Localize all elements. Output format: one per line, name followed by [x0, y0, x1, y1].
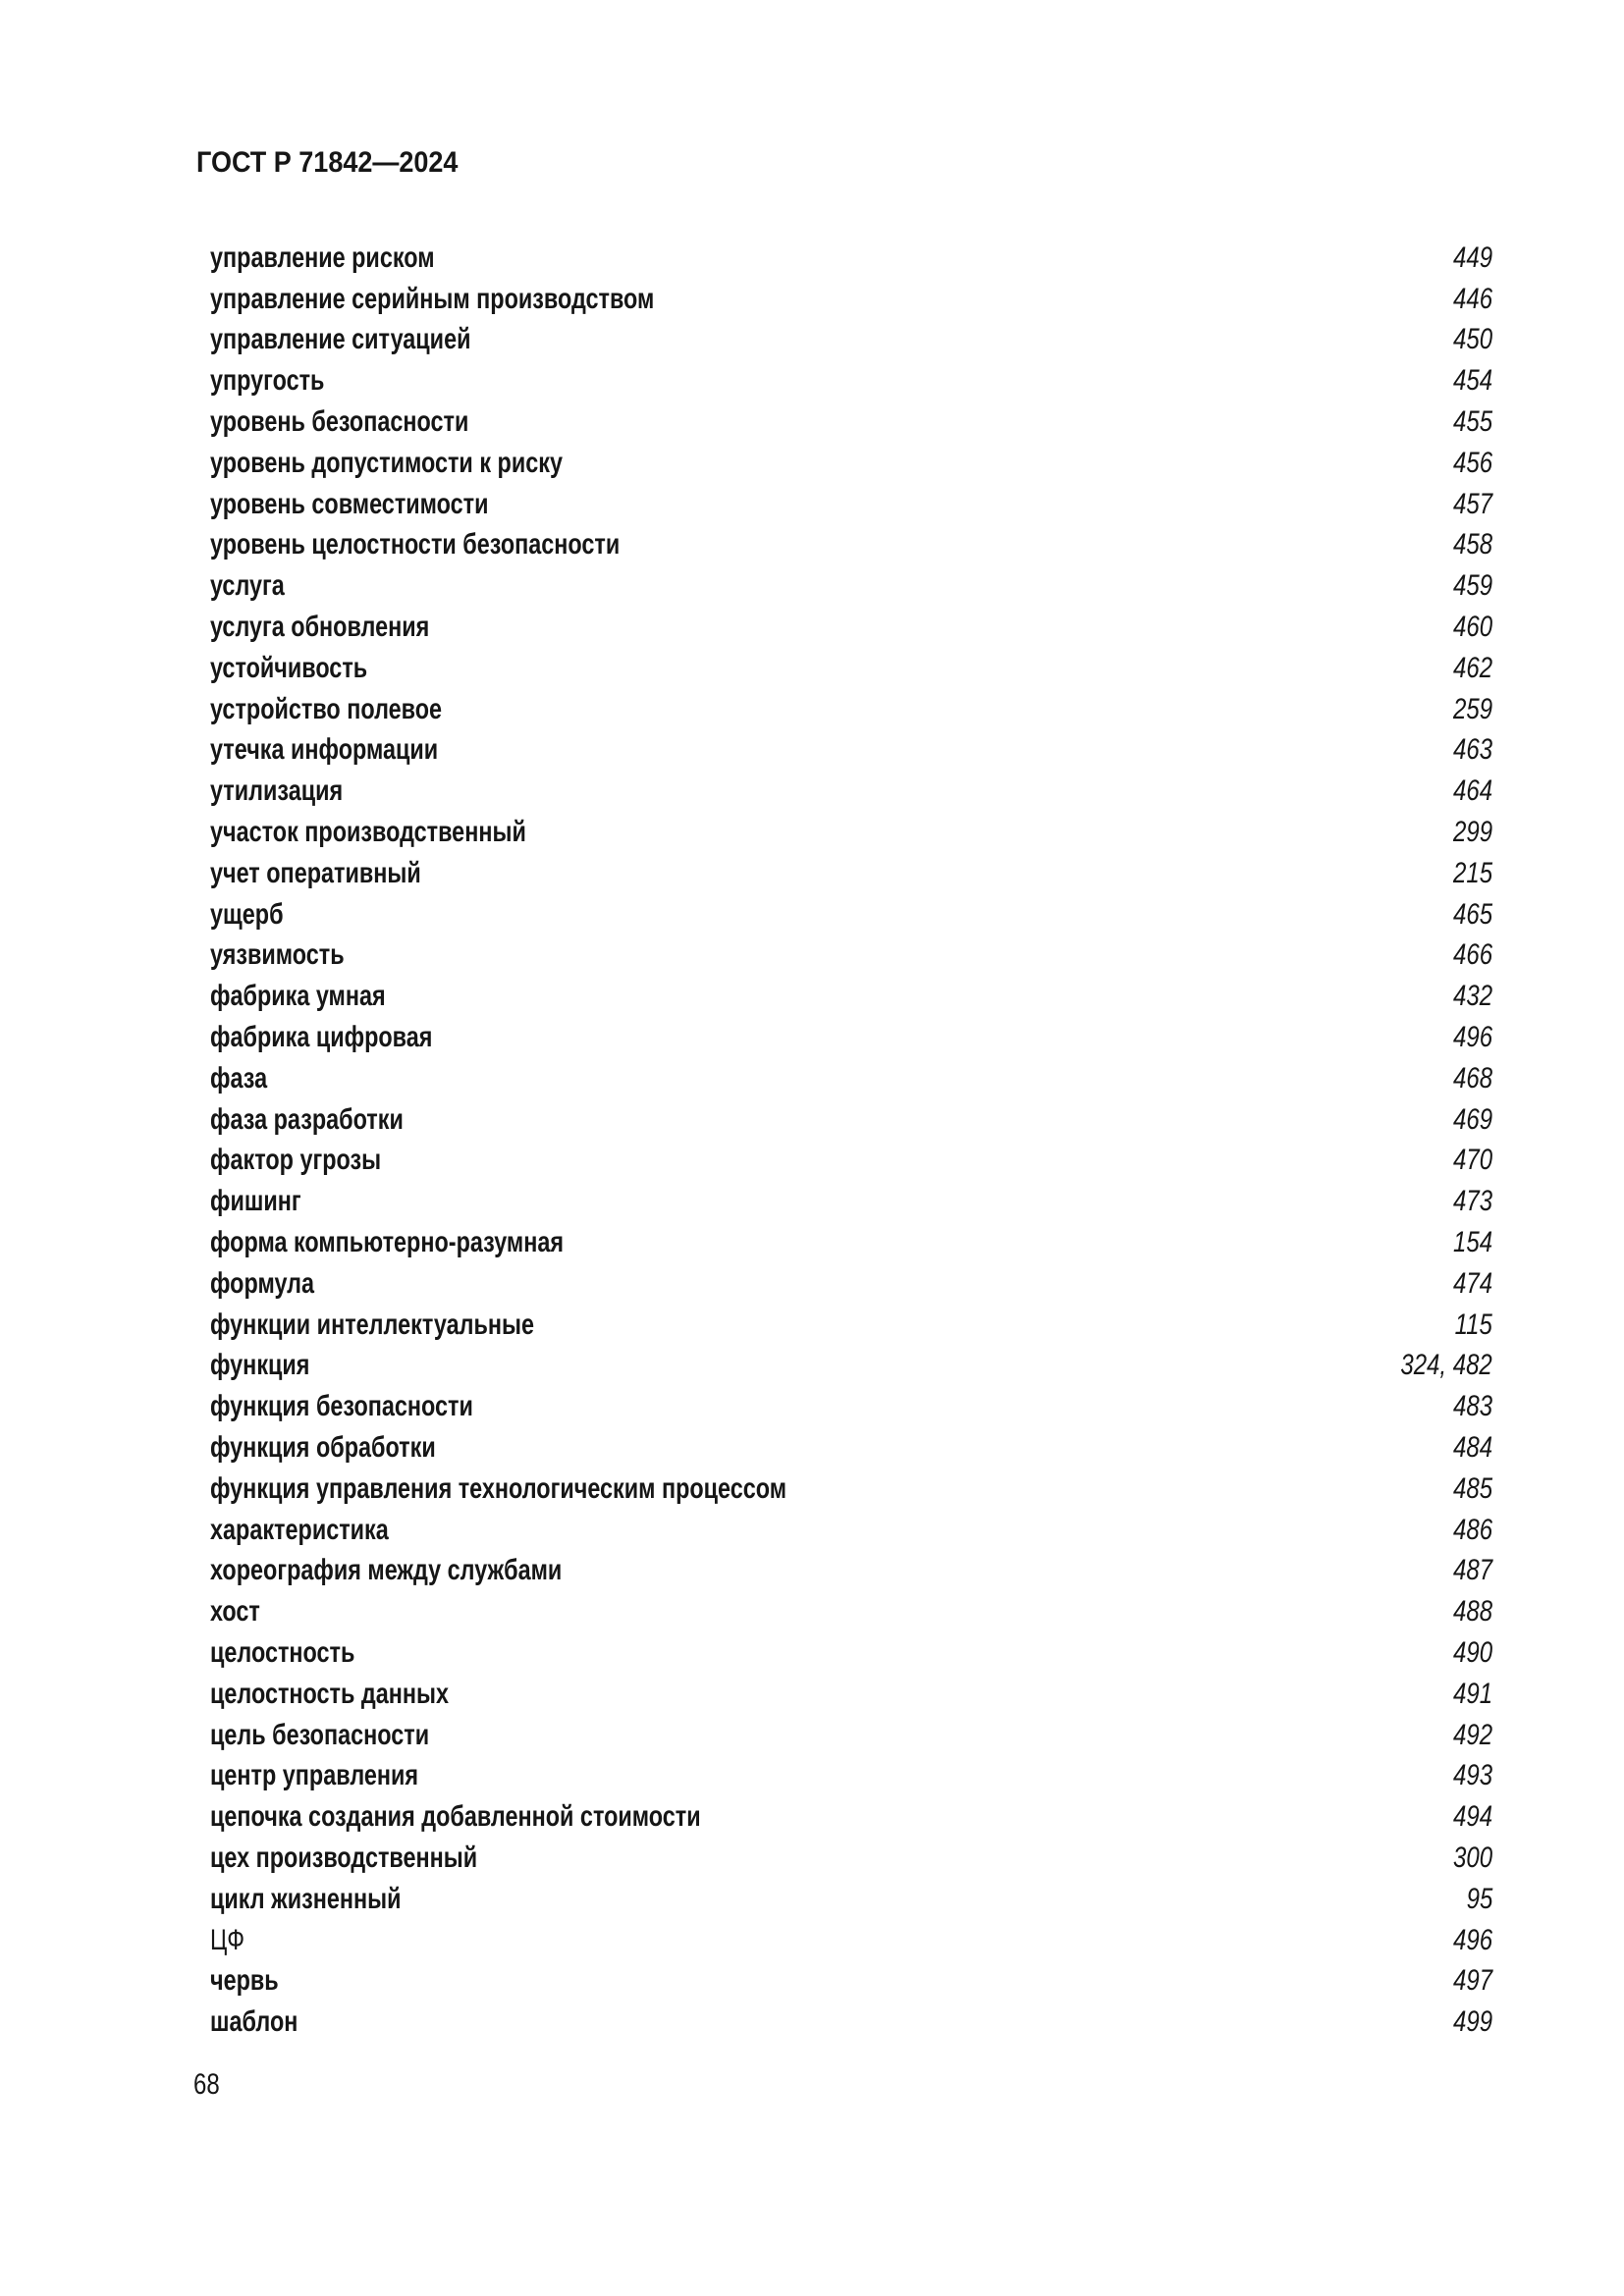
index-entry — [210, 1263, 1492, 1305]
index-page-ref: 491 — [1452, 1677, 1492, 1710]
index-page-ref: 492 — [1452, 1718, 1492, 1751]
index-term: фактор угрозы — [210, 1144, 382, 1177]
index-page-ref: 493 — [1452, 1759, 1492, 1792]
index-entry — [210, 1838, 1492, 1879]
index-term: услуга — [210, 569, 285, 603]
index-entry — [210, 1141, 1492, 1182]
index-entry — [210, 689, 1492, 730]
index-page-ref: 446 — [1452, 282, 1492, 315]
index-term: хост — [210, 1595, 260, 1629]
index-entry — [210, 2002, 1492, 2043]
index-term: целостность данных — [210, 1677, 450, 1710]
index-page-ref: 459 — [1452, 569, 1492, 603]
index-term: фаза разработки — [210, 1102, 404, 1136]
index-page-ref: 115 — [1454, 1308, 1492, 1341]
index-entry — [210, 1510, 1492, 1551]
index-term: управление ситуацией — [210, 323, 471, 356]
index-page-ref: 460 — [1452, 611, 1492, 644]
index-page-ref: 95 — [1466, 1882, 1492, 1915]
index-term: цель безопасности — [210, 1718, 430, 1751]
index-page-ref: 154 — [1452, 1226, 1492, 1259]
index-entry — [210, 771, 1492, 812]
index-page-ref: 488 — [1452, 1595, 1492, 1629]
index-page-ref: 466 — [1452, 938, 1492, 972]
index-term: формула — [210, 1266, 315, 1300]
index-entry — [210, 1920, 1492, 1961]
index-page-ref: 299 — [1452, 816, 1492, 849]
index-page-ref: 496 — [1452, 1923, 1492, 1956]
index-term: управление серийным производством — [210, 282, 655, 315]
index-page-ref: 324, 482 — [1400, 1349, 1492, 1382]
index-term: уровень допустимости к риску — [210, 446, 563, 479]
index-term: ущерб — [210, 897, 284, 931]
index-page-ref: 484 — [1452, 1431, 1492, 1464]
index-entry — [210, 730, 1492, 772]
index-term: червь — [210, 1964, 279, 1998]
index-page-ref: 468 — [1452, 1061, 1492, 1095]
index-term: ЦФ — [210, 1923, 245, 1956]
standard-designation: ГОСТ Р 71842—2024 — [196, 146, 459, 179]
index-entry — [210, 401, 1492, 443]
index-term: участок производственный — [210, 816, 526, 849]
index-entry — [210, 525, 1492, 566]
index-page-ref: 458 — [1452, 528, 1492, 561]
index-page-ref: 470 — [1452, 1144, 1492, 1177]
index-page-ref: 474 — [1452, 1266, 1492, 1300]
index-term: упругость — [210, 364, 325, 398]
index-entry — [210, 1058, 1492, 1099]
index-page-ref: 499 — [1452, 2005, 1492, 2039]
index-list — [210, 238, 1492, 2043]
index-entry — [210, 894, 1492, 935]
index-term: фабрика умная — [210, 980, 386, 1013]
index-entry — [210, 1591, 1492, 1632]
index-page-ref: 455 — [1452, 405, 1492, 439]
index-entry — [210, 1222, 1492, 1263]
index-term: фабрика цифровая — [210, 1021, 433, 1054]
index-entry — [210, 279, 1492, 320]
page-number: 68 — [193, 2068, 220, 2101]
index-entry — [210, 607, 1492, 648]
index-term: утилизация — [210, 774, 344, 808]
index-entry — [210, 812, 1492, 853]
index-page-ref: 487 — [1452, 1554, 1492, 1587]
index-entry — [210, 1468, 1492, 1510]
index-term: устройство полевое — [210, 692, 443, 725]
index-page-ref: 215 — [1452, 856, 1492, 889]
index-entry — [210, 976, 1492, 1017]
index-term: цикл жизненный — [210, 1882, 402, 1915]
index-page-ref: 494 — [1452, 1800, 1492, 1834]
index-page-ref: 462 — [1452, 651, 1492, 684]
index-page-ref: 485 — [1452, 1471, 1492, 1505]
index-entry — [210, 320, 1492, 361]
index-page-ref: 464 — [1452, 774, 1492, 808]
index-page-ref: 473 — [1452, 1185, 1492, 1218]
index-entry — [210, 1386, 1492, 1427]
index-page-ref: 465 — [1452, 897, 1492, 931]
index-term: функция безопасности — [210, 1390, 473, 1423]
index-term: функции интеллектуальные — [210, 1308, 534, 1341]
index-entry — [210, 1755, 1492, 1796]
index-page-ref: 497 — [1452, 1964, 1492, 1998]
index-term: учет оперативный — [210, 856, 421, 889]
index-entry — [210, 1346, 1492, 1387]
index-entry — [210, 648, 1492, 689]
index-term: фишинг — [210, 1185, 301, 1218]
index-entry — [210, 853, 1492, 894]
index-term: хореография между службами — [210, 1554, 563, 1587]
index-term: шаблон — [210, 2005, 298, 2039]
index-page-ref: 300 — [1452, 1841, 1492, 1874]
index-page-ref: 469 — [1452, 1102, 1492, 1136]
index-term: цех производственный — [210, 1841, 478, 1874]
index-page-ref: 450 — [1452, 323, 1492, 356]
index-term: уровень безопасности — [210, 405, 469, 439]
index-entry — [210, 1017, 1492, 1058]
index-term: функция обработки — [210, 1431, 436, 1464]
index-page-ref: 457 — [1452, 487, 1492, 520]
index-term: цепочка создания добавленной стоимости — [210, 1800, 701, 1834]
index-page-ref: 490 — [1452, 1635, 1492, 1669]
index-page-ref: 432 — [1452, 980, 1492, 1013]
index-entry — [210, 238, 1492, 279]
index-entry — [210, 443, 1492, 484]
index-entry — [210, 1674, 1492, 1715]
index-term: уровень совместимости — [210, 487, 489, 520]
index-term: уязвимость — [210, 938, 345, 972]
index-entry — [210, 484, 1492, 525]
index-page-ref: 456 — [1452, 446, 1492, 479]
index-term: функция управления технологическим процессом — [210, 1471, 787, 1505]
index-term: характеристика — [210, 1513, 389, 1546]
index-entry — [210, 1099, 1492, 1141]
index-entry — [210, 1551, 1492, 1592]
index-page-ref: 454 — [1452, 364, 1492, 398]
index-page-ref: 486 — [1452, 1513, 1492, 1546]
index-entry — [210, 1879, 1492, 1920]
index-term: утечка информации — [210, 733, 439, 767]
index-entry — [210, 935, 1492, 977]
index-term: форма компьютерно-разумная — [210, 1226, 565, 1259]
index-term: функция — [210, 1349, 310, 1382]
index-entry — [210, 1632, 1492, 1674]
index-term: фаза — [210, 1061, 268, 1095]
index-entry — [210, 1427, 1492, 1468]
index-page-ref: 483 — [1452, 1390, 1492, 1423]
index-entry — [210, 565, 1492, 607]
index-entry — [210, 1305, 1492, 1346]
index-term: услуга обновления — [210, 611, 430, 644]
index-term: центр управления — [210, 1759, 419, 1792]
index-term: уровень целостности безопасности — [210, 528, 621, 561]
index-page-ref: 496 — [1452, 1021, 1492, 1054]
index-entry — [210, 1960, 1492, 2002]
index-entry — [210, 1796, 1492, 1838]
index-entry — [210, 1181, 1492, 1222]
index-term: целостность — [210, 1635, 355, 1669]
index-page-ref: 449 — [1452, 240, 1492, 274]
index-term: устойчивость — [210, 651, 368, 684]
index-term: управление риском — [210, 240, 435, 274]
index-page-ref: 259 — [1452, 692, 1492, 725]
index-page-ref: 463 — [1452, 733, 1492, 767]
index-entry — [210, 360, 1492, 401]
index-entry — [210, 1715, 1492, 1756]
